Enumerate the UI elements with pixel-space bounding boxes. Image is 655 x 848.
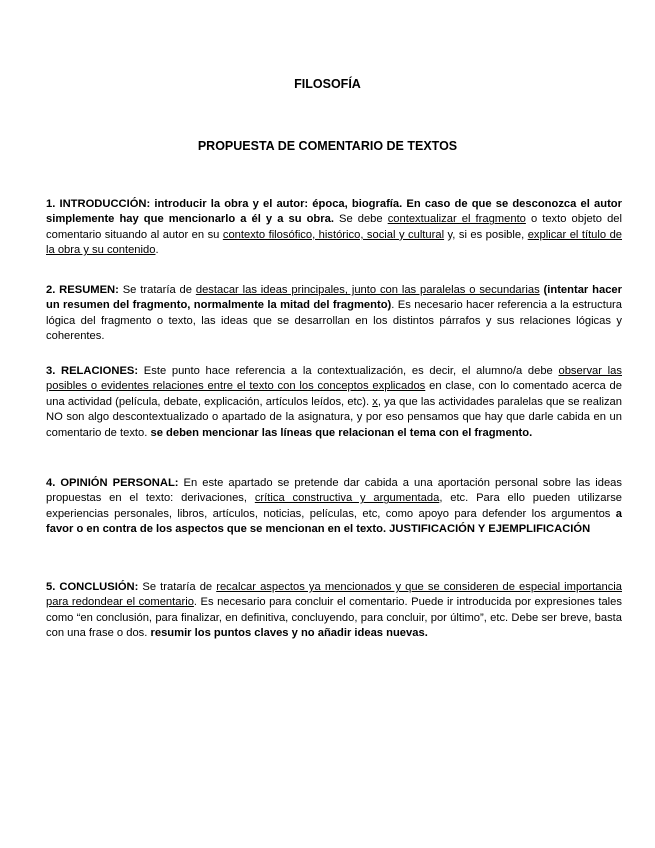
bold-text: introducir la obra y el autor: época, biografía. En caso de que se desconozca el autor simplemente hay que mencionarlo a él y a su obra.	[46, 198, 622, 226]
section-relaciones	[46, 364, 622, 441]
bold-text: se deben mencionar las líneas que relacionan el tema con el fragmento.	[147, 426, 533, 439]
main-title: PROPUESTA DE COMENTARIO DE TEXTOS	[197, 139, 458, 153]
section-heading: 1. INTRODUCCIÓN:	[46, 198, 151, 210]
body-text: . Es necesario hacer referencia a la estructura lógica del fragmento o texto, las ideas que se desarrollan en los distintos párrafos y sus relaciones lógicas y coherentes.	[46, 299, 622, 343]
body-text: en clase, con lo comentado acerca de una actividad (película, debate, explicación, artículos leídos, etc).	[46, 380, 622, 408]
bold-text: (intentar hacer un resumen del fragmento, normalmente la mitad del fragmento)	[46, 284, 622, 312]
underlined-text: destacar las ideas principales, junto con las paralelas o secundarias	[195, 284, 540, 296]
underlined-text: contexto filosófico, histórico, social y cultural	[222, 228, 445, 241]
body-text: Se debe	[333, 213, 388, 226]
section-conclusion	[46, 580, 622, 642]
section-heading: 5. CONCLUSIÓN:	[46, 581, 139, 593]
underlined-text: recalcar aspectos ya mencionados y que se consideren de especial importancia para redondear el comentario	[46, 581, 622, 609]
underlined-text: contextualizar el fragmento	[387, 213, 526, 226]
section-opinion-personal	[46, 476, 622, 538]
body-text: y, si es posible,	[444, 228, 528, 241]
subject-title: FILOSOFÍA	[294, 77, 361, 91]
underlined-text: crítica constructiva y argumentada	[254, 492, 440, 505]
body-text: Se trataría de	[118, 284, 196, 296]
body-text: o texto objeto del comentario situando al autor en su	[46, 213, 622, 241]
body-text: Este punto hace referencia a la contextualización, es decir, el alumno/a debe	[138, 365, 559, 377]
body-text: En este apartado se pretende dar cabida a una aportación personal sobre las ideas propuestas en el texto: derivaciones,	[46, 477, 622, 505]
body-text: .	[155, 244, 159, 257]
underlined-text: x	[372, 395, 378, 408]
section-heading: 2. RESUMEN:	[46, 284, 119, 296]
body-text: , ya que las actividades paralelas que se realizan NO son algo descontextualizado o apartado de la asignatura, y por eso pensamos que hay que darle cabida en un comentario de texto.	[46, 395, 622, 439]
section-heading: 4. OPINIÓN PERSONAL:	[46, 477, 179, 489]
bold-text: resumir los puntos claves y no añadir ideas nuevas.	[147, 627, 428, 640]
body-text: Se trataría de	[138, 581, 217, 593]
section-heading: 3. RELACIONES:	[46, 365, 139, 377]
body-text: , etc. Para ello pueden utilizarse experiencias personales, libros, artículos, noticias, películas, etc, como apoyo para defender los argumentos	[46, 492, 623, 520]
body-text: . Es necesario para concluir el comentario. Puede ir introducida por expresiones tales como “en conclusión, para finalizar, en definitiva, concluyendo, para concluir, por último”, etc. Debe ser breve, basta con una frase o dos.	[46, 596, 622, 640]
section-introduccion	[46, 197, 622, 259]
bold-text: a favor o en contra de los aspectos que se mencionan en el texto. JUSTIFICACIÓN Y EJEMPLIFICACIÓN	[46, 507, 622, 536]
underlined-text: explicar el título de la obra y su contenido	[46, 228, 623, 257]
section-resumen	[46, 283, 622, 345]
underlined-text: observar las posibles o evidentes relaciones entre el texto con los conceptos explicados	[46, 365, 622, 393]
